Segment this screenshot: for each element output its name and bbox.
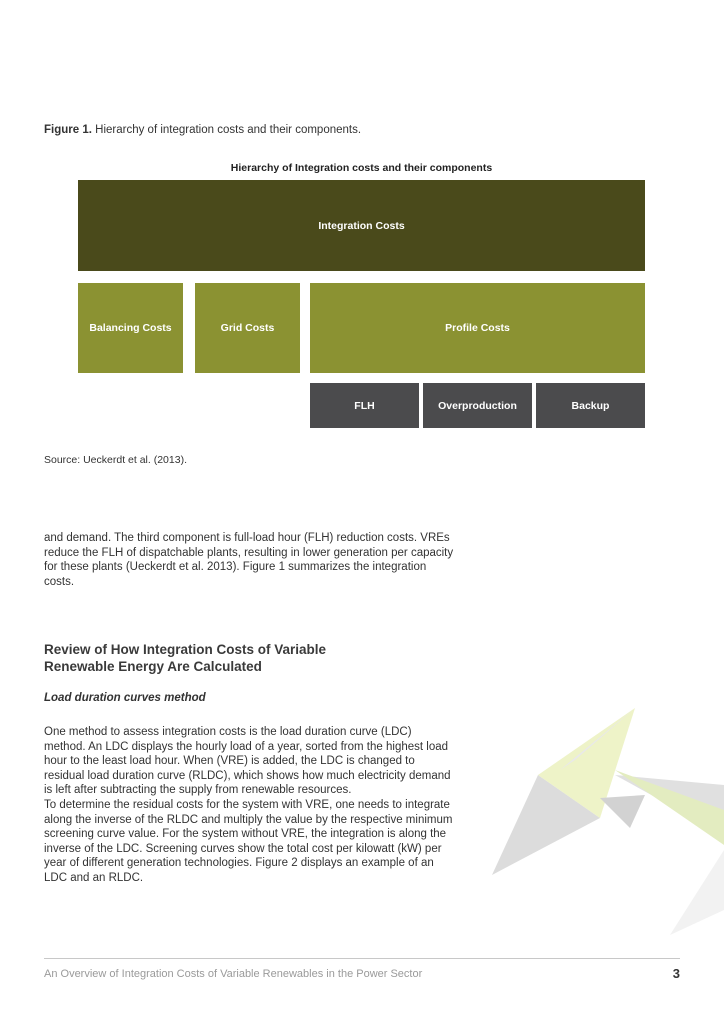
figure-source: Source: Ueckerdt et al. (2013). <box>44 454 187 466</box>
page-number: 3 <box>672 966 680 981</box>
figure-caption-text: Hierarchy of integration costs and their components. <box>95 124 362 136</box>
section-heading <box>44 641 424 675</box>
profile-costs-box <box>310 283 645 373</box>
overproduction-label: Overproduction <box>438 399 517 412</box>
grid-costs-box <box>195 283 300 373</box>
decorative-triangles-graphic <box>480 700 724 960</box>
integration-costs-label: Integration Costs <box>318 219 405 232</box>
body-paragraph-3: To determine the residual costs for the system with VRE, one needs to integrate along the inverse of the RLDC and multiply the value by the respective minimum screening curve value. For the system without VRE, the integration is along the inverse of the LDC. Screening curves show the total cost per kilowatt (kW) per year of different generation technologies. Figure 2 displays an example of an LDC and an RLDC. <box>44 799 453 884</box>
figure-label: Figure 1. <box>44 124 92 136</box>
section-heading-line-2: Renewable Energy Are Calculated <box>44 659 262 674</box>
body-paragraph-2: One method to assess integration costs is the load duration curve (LDC) method. An LDC displays the hourly load of a year, sorted from the highest load hour to the least load hour. When (VRE) is added, the LDC is changed to residual load duration curve (RLDC), which shows how much electricity demand is left after subtracting the supply from renewable resources. <box>44 726 451 797</box>
footer-title: An Overview of Integration Costs of Variable Renewables in the Power Sector <box>44 968 423 980</box>
flh-box <box>310 383 419 428</box>
grid-costs-label: Grid Costs <box>220 322 275 334</box>
footer-divider <box>44 958 680 959</box>
body-paragraph-1: and demand. The third component is full-load hour (FLH) reduction costs. VREs reduce the FLH of dispatchable plants, resulting in lower generation per capacity for these plants (Ueckerdt et al. 2013). Figure 1 summarizes the integration costs. <box>44 532 454 588</box>
backup-box <box>536 383 645 428</box>
profile-costs-label: Profile Costs <box>445 322 510 334</box>
sub-heading: Load duration curves method <box>44 692 206 704</box>
diagram-title: Hierarchy of Integration costs and their components <box>230 162 493 174</box>
figure-caption <box>44 124 361 136</box>
integration-costs-box <box>78 180 645 271</box>
section-heading-line-1: Review of How Integration Costs of Variable <box>44 642 327 657</box>
balancing-costs-label: Balancing Costs <box>89 322 172 334</box>
backup-label: Backup <box>571 399 610 412</box>
balancing-costs-box <box>78 283 183 373</box>
overproduction-box <box>423 383 532 428</box>
flh-label: FLH <box>354 399 375 412</box>
